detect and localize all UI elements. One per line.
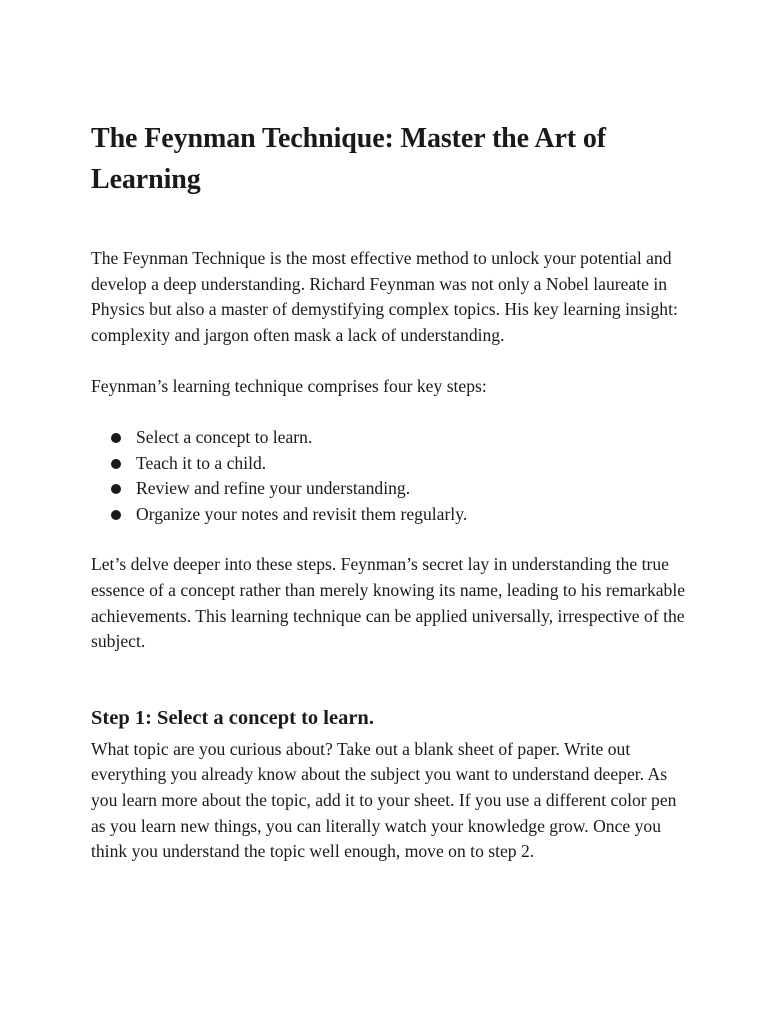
list-item	[91, 425, 691, 451]
list-item	[91, 451, 691, 477]
intro-paragraph: The Feynman Technique is the most effective method to unlock your potential and develop a deep understanding. Richard Feynman was not only a Nobel laureate in Physics but also a master of demystifying complex topics. His key learning insight: complexity and jargon often mask a lack of understanding.	[91, 248, 678, 345]
list-item	[91, 502, 691, 528]
bullet-icon	[111, 459, 121, 469]
bullet-icon	[111, 433, 121, 443]
list-item-text: Teach it to a child.	[136, 452, 267, 473]
document-title: The Feynman Technique: Master the Art of Learning	[91, 123, 607, 195]
delve-paragraph: Let’s delve deeper into these steps. Feynman’s secret lay in understanding the true essence of a concept rather than merely knowing its name, leading to his remarkable achievements. This learning technique can be applied universally, irrespective of the subject.	[91, 554, 686, 652]
list-item-text: Organize your notes and revisit them regularly.	[136, 503, 468, 524]
steps-list	[91, 425, 691, 527]
bullet-icon	[111, 484, 121, 494]
list-item	[91, 476, 691, 502]
bullet-icon	[111, 510, 121, 520]
document-page	[91, 118, 691, 865]
step1-heading: Step 1: Select a concept to learn.	[91, 706, 374, 729]
step1-paragraph: What topic are you curious about? Take out a blank sheet of paper. Write out everything you already know about the subject you want to understand deeper. As you learn more about the topic, add it to your sheet. If you use a different color pen as you learn new things, you can literally watch your knowledge grow. Once you think you understand the topic well enough, move on to step 2.	[91, 738, 677, 862]
list-item-text: Review and refine your understanding.	[136, 478, 411, 499]
list-item-text: Select a concept to learn.	[136, 426, 313, 447]
steps-intro-paragraph: Feynman’s learning technique comprises four key steps:	[91, 376, 487, 397]
